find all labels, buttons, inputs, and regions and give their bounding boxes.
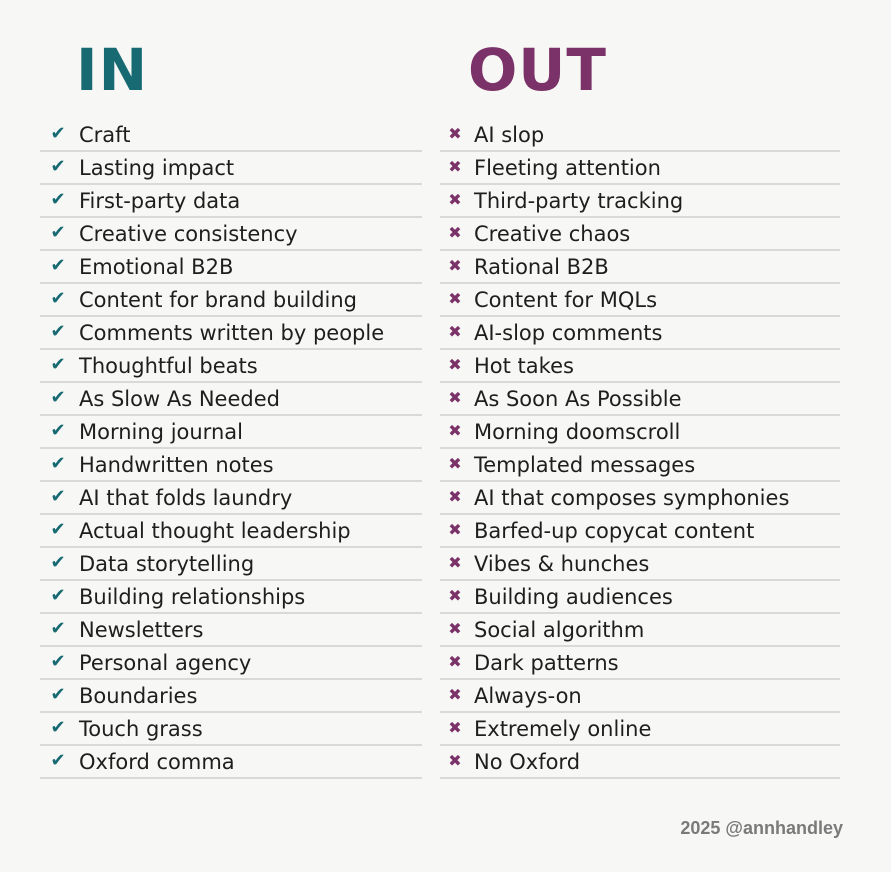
out-list-item	[440, 548, 840, 581]
cross-icon: ✖	[448, 553, 462, 572]
checkmark-icon: ✔	[50, 288, 66, 309]
in-list	[40, 119, 422, 779]
out-list-item	[440, 746, 840, 779]
cross-icon: ✖	[448, 520, 462, 539]
cross-icon: ✖	[448, 388, 462, 407]
in-list-item-label: Comments written by people	[79, 321, 385, 345]
in-list-item-label: Craft	[79, 123, 131, 147]
out-list	[440, 119, 840, 779]
in-list-item	[40, 482, 422, 515]
in-list-item-label: Boundaries	[79, 684, 198, 708]
out-list-item	[440, 218, 840, 251]
out-list-item	[440, 185, 840, 218]
in-list-item-label: Handwritten notes	[79, 453, 274, 477]
cross-icon: ✖	[448, 190, 462, 209]
out-list-item-label: Dark patterns	[474, 651, 619, 675]
checkmark-icon: ✔	[50, 684, 66, 705]
in-list-item	[40, 581, 422, 614]
cross-icon: ✖	[448, 454, 462, 473]
in-list-item-label: Thoughtful beats	[79, 354, 258, 378]
checkmark-icon: ✔	[50, 156, 66, 177]
out-list-item-label: Barfed-up copycat content	[474, 519, 755, 543]
checkmark-icon: ✔	[50, 750, 66, 771]
out-list-item-label: Extremely online	[474, 717, 652, 741]
out-list-item	[440, 482, 840, 515]
in-list-item	[40, 713, 422, 746]
out-list-item	[440, 614, 840, 647]
cross-icon: ✖	[448, 718, 462, 737]
checkmark-icon: ✔	[50, 717, 66, 738]
out-list-item	[440, 251, 840, 284]
checkmark-icon: ✔	[50, 585, 66, 606]
out-list-item-label: Fleeting attention	[474, 156, 661, 180]
checkmark-icon: ✔	[50, 189, 66, 210]
in-list-item	[40, 350, 422, 383]
checkmark-icon: ✔	[50, 618, 66, 639]
checkmark-icon: ✔	[50, 321, 66, 342]
out-list-item-label: AI that composes symphonies	[474, 486, 790, 510]
out-list-item-label: Vibes & hunches	[474, 552, 650, 576]
in-list-item-label: First-party data	[79, 189, 241, 213]
in-list-item	[40, 218, 422, 251]
out-list-item	[440, 119, 840, 152]
out-list-item	[440, 581, 840, 614]
in-list-item-label: Oxford comma	[79, 750, 235, 774]
checkmark-icon: ✔	[50, 486, 66, 507]
in-list-item	[40, 251, 422, 284]
out-list-item-label: No Oxford	[474, 750, 581, 774]
cross-icon: ✖	[448, 586, 462, 605]
out-list-item-label: Rational B2B	[474, 255, 609, 279]
in-list-item-label: AI that folds laundry	[79, 486, 293, 510]
checkmark-icon: ✔	[50, 387, 66, 408]
in-list-item-label: Emotional B2B	[79, 255, 234, 279]
out-list-item-label: Social algorithm	[474, 618, 645, 642]
cross-icon: ✖	[448, 289, 462, 308]
out-list-item	[440, 284, 840, 317]
checkmark-icon: ✔	[50, 651, 66, 672]
out-list-item	[440, 713, 840, 746]
cross-icon: ✖	[448, 619, 462, 638]
cross-icon: ✖	[448, 355, 462, 374]
out-list-item	[440, 515, 840, 548]
cross-icon: ✖	[448, 421, 462, 440]
out-list-item-label: Always-on	[474, 684, 582, 708]
out-list-item-label: Content for MQLs	[474, 288, 658, 312]
out-list-item-label: Templated messages	[474, 453, 696, 477]
in-list-item	[40, 548, 422, 581]
out-list-item-label: Third-party tracking	[474, 189, 684, 213]
out-list-item-label: Hot takes	[474, 354, 574, 378]
out-list-item-label: AI slop	[474, 123, 545, 147]
checkmark-icon: ✔	[50, 123, 66, 144]
in-list-item-label: Actual thought leadership	[79, 519, 351, 543]
out-list-item	[440, 317, 840, 350]
out-list-item	[440, 680, 840, 713]
cross-icon: ✖	[448, 256, 462, 275]
in-heading: IN	[76, 36, 149, 104]
out-list-item	[440, 152, 840, 185]
in-list-item	[40, 449, 422, 482]
checkmark-icon: ✔	[50, 453, 66, 474]
cross-icon: ✖	[448, 322, 462, 341]
out-list-item	[440, 647, 840, 680]
in-list-item-label: As Slow As Needed	[79, 387, 280, 411]
checkmark-icon: ✔	[50, 222, 66, 243]
in-list-item	[40, 416, 422, 449]
cross-icon: ✖	[448, 751, 462, 770]
in-list-item	[40, 152, 422, 185]
in-list-item	[40, 647, 422, 680]
cross-icon: ✖	[448, 124, 462, 143]
cross-icon: ✖	[448, 487, 462, 506]
out-list-item-label: Creative chaos	[474, 222, 631, 246]
in-list-item	[40, 119, 422, 152]
in-list-item-label: Content for brand building	[79, 288, 358, 312]
checkmark-icon: ✔	[50, 354, 66, 375]
in-list-item	[40, 317, 422, 350]
in-list-item	[40, 746, 422, 779]
in-list-item	[40, 680, 422, 713]
out-list-item-label: AI-slop comments	[474, 321, 663, 345]
cross-icon: ✖	[448, 223, 462, 242]
in-list-item-label: Touch grass	[79, 717, 203, 741]
cross-icon: ✖	[448, 652, 462, 671]
checkmark-icon: ✔	[50, 519, 66, 540]
out-heading: OUT	[468, 36, 607, 104]
out-list-item	[440, 350, 840, 383]
checkmark-icon: ✔	[50, 552, 66, 573]
out-list-item	[440, 383, 840, 416]
checkmark-icon: ✔	[50, 255, 66, 276]
cross-icon: ✖	[448, 685, 462, 704]
out-list-item-label: Building audiences	[474, 585, 673, 609]
in-list-item-label: Lasting impact	[79, 156, 235, 180]
in-list-item-label: Newsletters	[79, 618, 204, 642]
out-list-item	[440, 449, 840, 482]
in-list-item	[40, 185, 422, 218]
in-list-item-label: Creative consistency	[79, 222, 298, 246]
in-list-item-label: Personal agency	[79, 651, 252, 675]
cross-icon: ✖	[448, 157, 462, 176]
out-list-item	[440, 416, 840, 449]
checkmark-icon: ✔	[50, 420, 66, 441]
in-list-item	[40, 515, 422, 548]
in-list-item-label: Data storytelling	[79, 552, 255, 576]
in-list-item	[40, 383, 422, 416]
in-list-item-label: Building relationships	[79, 585, 306, 609]
out-list-item-label: Morning doomscroll	[474, 420, 681, 444]
in-list-item	[40, 614, 422, 647]
in-list-item	[40, 284, 422, 317]
credit-text: 2025 @annhandley	[680, 818, 843, 838]
out-list-item-label: As Soon As Possible	[474, 387, 682, 411]
in-list-item-label: Morning journal	[79, 420, 243, 444]
